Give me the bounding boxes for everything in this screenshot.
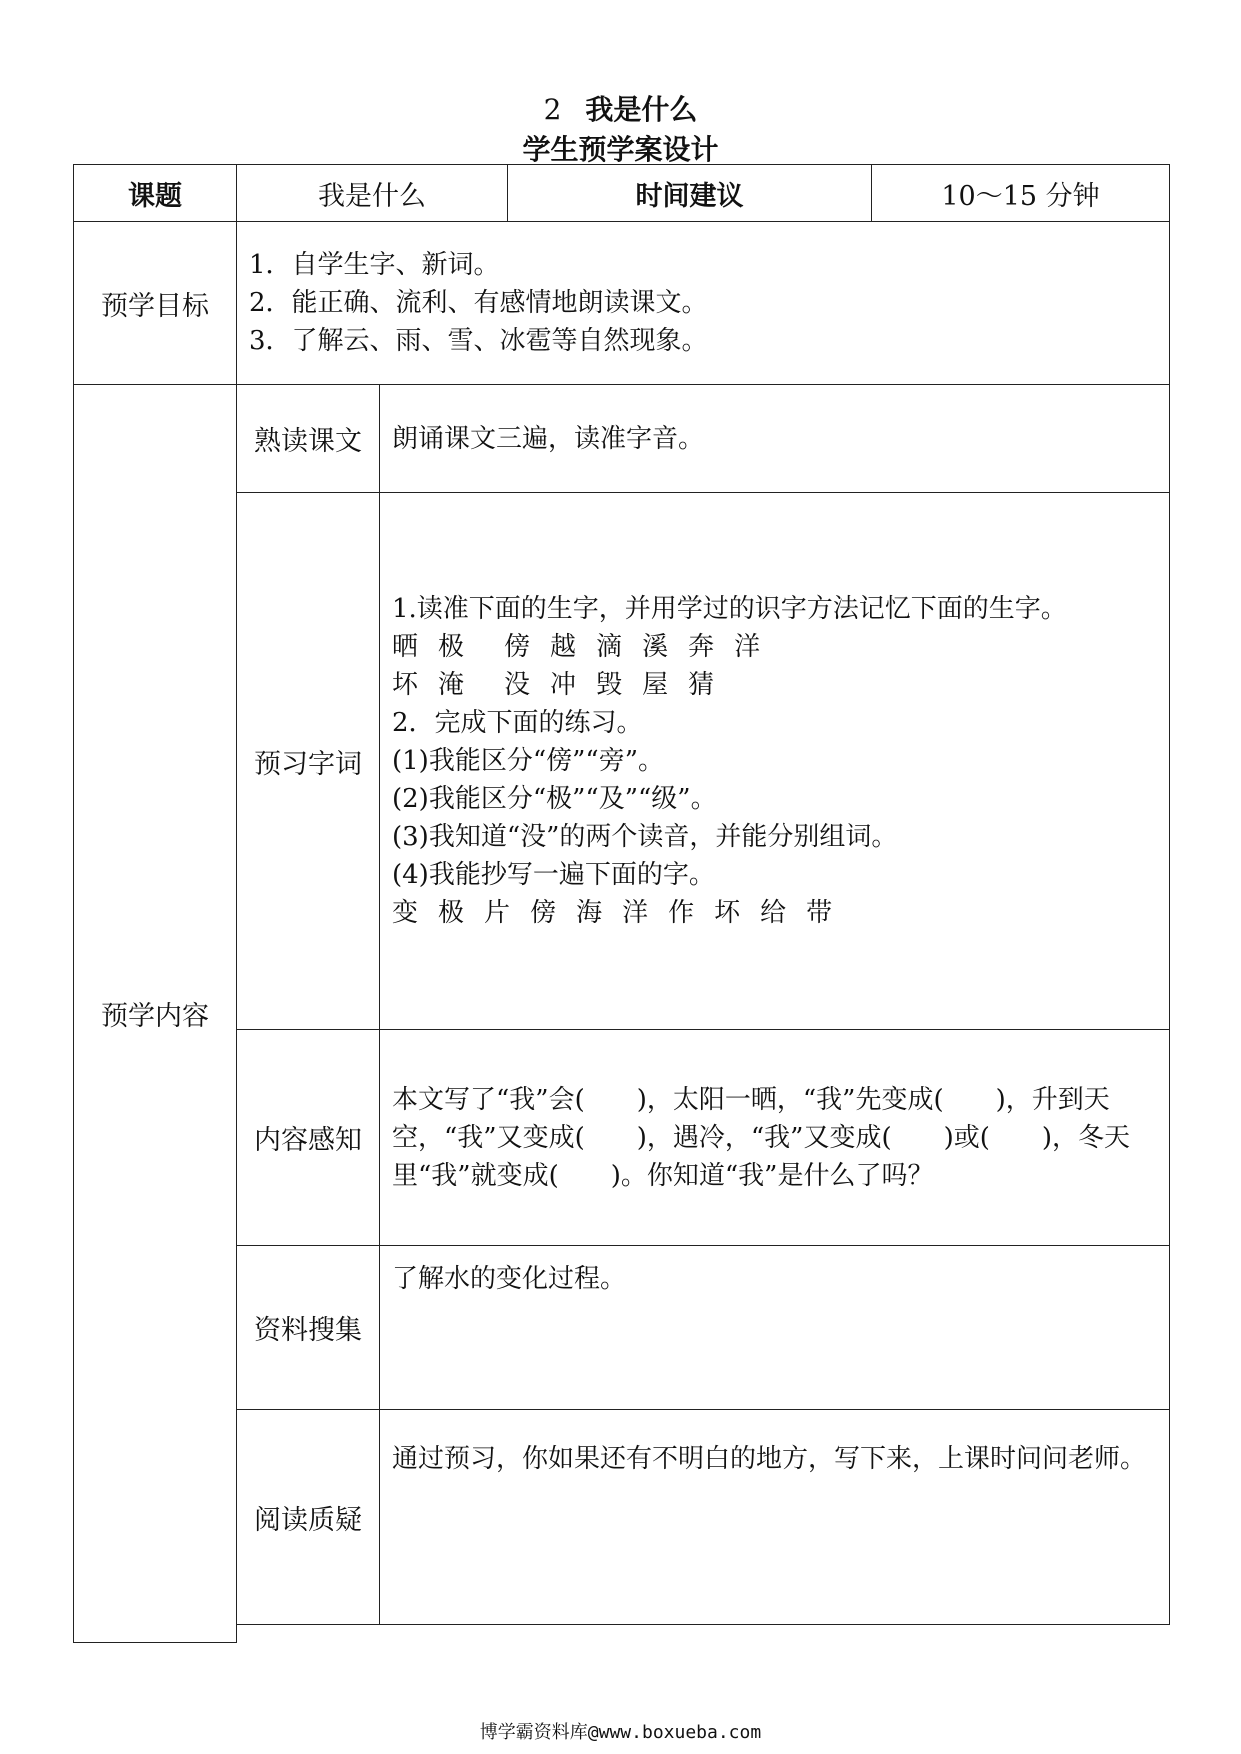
time-label: 时间建议 <box>508 165 872 222</box>
char: 海 <box>576 898 603 928</box>
char: 淹 <box>438 670 465 700</box>
goal-item: 1．自学生字、新词。 <box>249 250 500 280</box>
lesson-number: 2 <box>543 93 562 126</box>
topic-row <box>74 165 1170 222</box>
exercise-item: (2)我能区分“极”“及”“级”。 <box>392 784 717 814</box>
char: 给 <box>760 898 787 928</box>
char: 洋 <box>734 632 761 662</box>
perception-row <box>74 1030 1170 1246</box>
char: 越 <box>550 632 577 662</box>
content-label: 预学内容 <box>74 385 237 1643</box>
goals-row <box>74 222 1170 385</box>
words-row <box>74 493 1170 1030</box>
char: 极 <box>438 632 465 662</box>
spacer <box>237 1625 1170 1643</box>
exercise-item: (4)我能抄写一遍下面的字。 <box>392 860 715 890</box>
char: 晒 <box>392 632 419 662</box>
footer-watermark: 博学霸资料库@www.boxueba.com <box>479 1722 762 1743</box>
research-row <box>74 1246 1170 1410</box>
char: 屋 <box>642 670 669 700</box>
lesson-title: 我是什么 <box>585 93 698 126</box>
questions-text: 通过预习，你如果还有不明白的地方，写下来，上课时问问老师。 <box>380 1410 1170 1625</box>
topic-label: 课题 <box>74 165 237 222</box>
goal-item: 2．能正确、流利、有感情地朗读课文。 <box>249 288 708 318</box>
spacer-row <box>74 1625 1170 1643</box>
reading-row <box>74 385 1170 493</box>
topic-value: 我是什么 <box>237 165 508 222</box>
char: 毁 <box>596 670 623 700</box>
char: 极 <box>438 898 465 928</box>
goals-list <box>237 222 1170 385</box>
char: 带 <box>806 898 833 928</box>
char: 猜 <box>688 670 715 700</box>
char: 没 <box>504 670 531 700</box>
page-subtitle: 学生预学案设计 <box>522 133 719 166</box>
words-instruction-1: 1.读准下面的生字，并用学过的识字方法记忆下面的生字。 <box>392 594 1067 624</box>
research-text: 了解水的变化过程。 <box>380 1246 1170 1410</box>
char: 滴 <box>596 632 623 662</box>
char: 溪 <box>642 632 669 662</box>
char-row-2 <box>392 666 1157 704</box>
goal-item: 3．了解云、雨、雪、冰雹等自然现象。 <box>249 326 708 356</box>
perception-label: 内容感知 <box>237 1030 380 1246</box>
research-label: 资料搜集 <box>237 1246 380 1410</box>
char: 傍 <box>530 898 557 928</box>
char: 洋 <box>622 898 649 928</box>
exercise-item: (1)我能区分“傍”“旁”。 <box>392 746 664 776</box>
lesson-plan-table <box>73 164 1170 1643</box>
char: 冲 <box>550 670 577 700</box>
char: 作 <box>668 898 695 928</box>
lesson-heading <box>0 88 1241 128</box>
words-instruction-2: 2．完成下面的练习。 <box>392 708 643 738</box>
char-row-1 <box>392 628 1157 666</box>
char: 傍 <box>504 632 531 662</box>
words-label: 预习字词 <box>237 493 380 1030</box>
perception-text: 本文写了“我”会( )，太阳一晒，“我”先变成( )，升到天空，“我”又变成( )，遇冷，“我”又变成( )或( )，冬天里“我”就变成( )。你知道“我”是什么了吗？ <box>380 1030 1170 1246</box>
char: 坏 <box>714 898 741 928</box>
char: 片 <box>484 898 511 928</box>
words-content <box>380 493 1170 1030</box>
time-value: 10～15 分钟 <box>872 165 1170 222</box>
questions-row <box>74 1410 1170 1625</box>
reading-text: 朗诵课文三遍，读准字音。 <box>380 385 1170 493</box>
exercise-item: (3)我知道“没”的两个读音，并能分别组词。 <box>392 822 898 852</box>
char-row-3 <box>392 894 1157 932</box>
char: 变 <box>392 898 419 928</box>
questions-label: 阅读质疑 <box>237 1410 380 1625</box>
reading-label: 熟读课文 <box>237 385 380 493</box>
char: 坏 <box>392 670 419 700</box>
char: 奔 <box>688 632 715 662</box>
goals-label: 预学目标 <box>74 222 237 385</box>
